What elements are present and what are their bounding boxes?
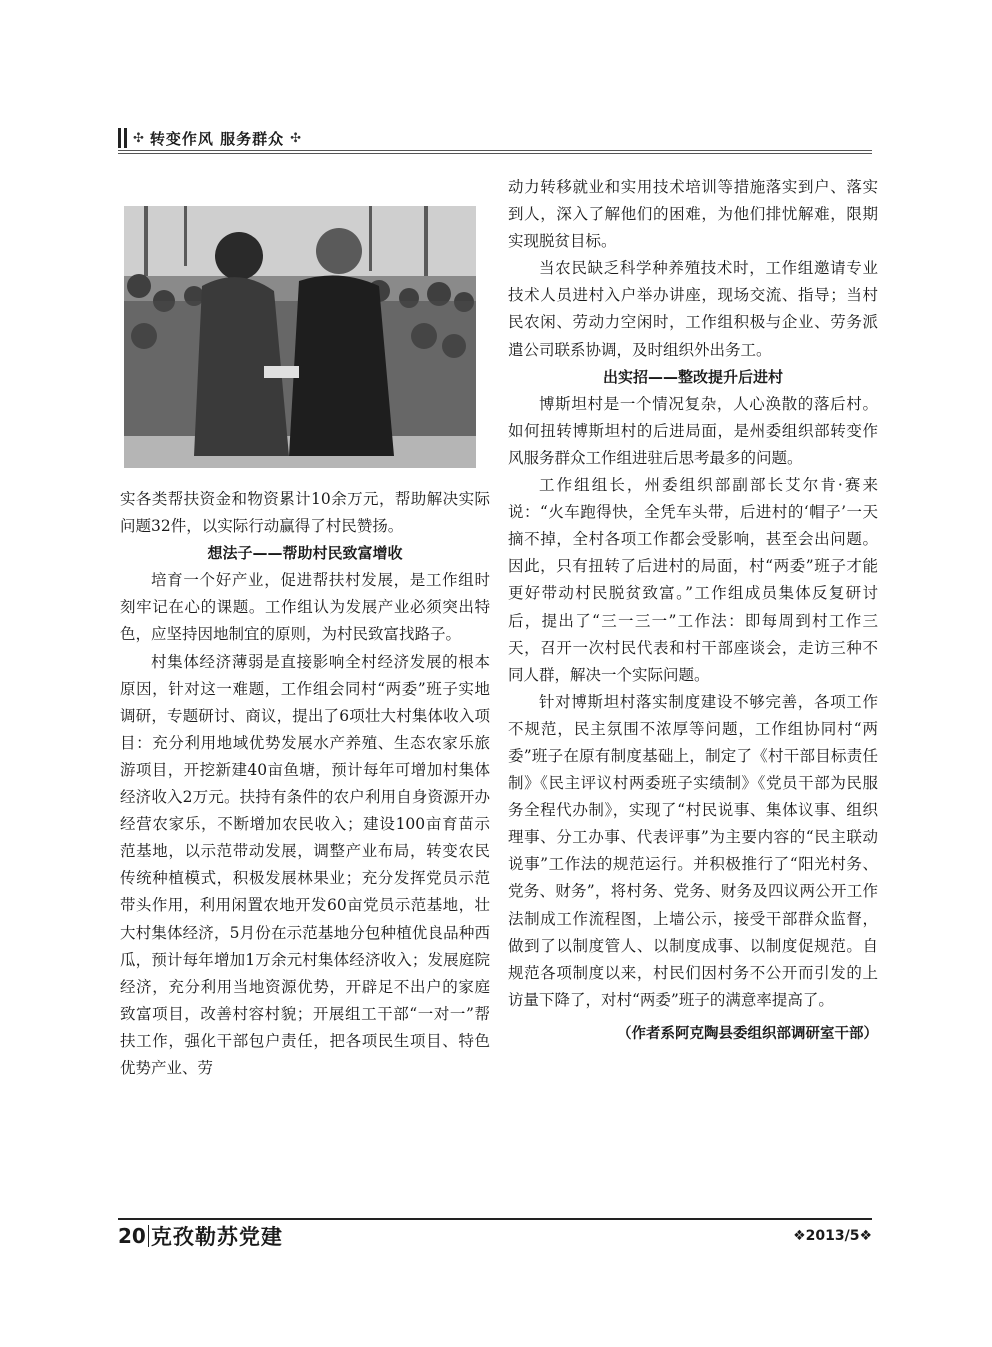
right-column (508, 174, 878, 1047)
left-subheading: 想法子——帮助村民致富增收 (207, 544, 403, 563)
right-paragraph-3: 博斯坦村是一个情况复杂，人心涣散的落后村。如何扭转博斯坦村的后进局面，是州委组织部转变作风服务群众工作组进驻后思考最多的问题。 (508, 394, 878, 467)
right-paragraph-5: 针对博斯坦村落实制度建设不够完善，各项工作不规范，民主氛围不浓厚等问题，工作组协同村“两委”班子在原有制度基础上，制定了《村干部目标责任制》《民主评议村两委班子实绩制》《党员干部为民服务全程代办制》，实现了“村民说事、集体议事、组织理事、分工办事、代表评事”为主要内容的“民主联动说事”工作法的规范运行。并积极推行了“阳光村务、党务、财务”，将村务、党务、财务及四议两公开工作法制成工作流程图，上墙公示，接受干部群众监督，做到了以制度管人、以制度成事、以制度促规范。自规范各项制度以来，村民们因村务不公开而引发的上访量下降了，对村“两委”班子的满意率提高了。 (508, 692, 878, 1009)
left-column (120, 486, 490, 1082)
page-number: 20 (118, 1225, 149, 1247)
right-paragraph-4: 工作组组长，州委组织部副部长艾尔肯·赛来说：“火车跑得快，全凭车头带，后进村的‘帽子’一天摘不掉，全村各项工作都会受影响，甚至会出问题。因此，只有扭转了后进村的局面，村“两委”班子才能更好带动村民脱贫致富。”工作组成员集体反复研讨后，提出了“三一三一”工作法：即每周到村工作三天，召开一次村民代表和村干部座谈会，走访三种不同人群，解决一个实际问题。 (508, 476, 878, 684)
section-header (118, 126, 870, 150)
issue-label: ❖2013/5❖ (793, 1228, 872, 1244)
section-title: 转变作风 服务群众 (149, 129, 285, 148)
photo-illustration (124, 206, 476, 468)
page-footer (118, 1221, 872, 1251)
right-paragraph-1: 动力转移就业和实用技术培训等措施落实到户、落实到人，深入了解他们的困难，为他们排忧解难，限期实现脱贫目标。 (508, 178, 878, 251)
header-bars-icon (118, 128, 127, 148)
article-photo (124, 206, 476, 468)
ornament-right-icon: ✣ (290, 130, 302, 146)
footer-rule (118, 1218, 872, 1220)
right-paragraph-2: 当农民缺乏科学种养殖技术时，工作组邀请专业技术人员进村入户举办讲座，现场交流、指导；当村民农闲、劳动力空闲时，工作组积极与企业、劳务派遣公司联系协调，及时组织外出务工。 (508, 259, 878, 359)
header-rule (118, 150, 872, 154)
left-paragraph-1: 实各类帮扶资金和物资累计10余万元，帮助解决实际问题32件，以实际行动赢得了村民赞扬。 (120, 490, 490, 536)
author-signature: （作者系阿克陶县委组织部调研室干部） (617, 1024, 878, 1042)
right-subheading: 出实招——整改提升后进村 (602, 367, 783, 386)
ornament-left-icon: ✣ (133, 130, 144, 146)
magazine-title: 克孜勒苏党建 (150, 1224, 283, 1249)
left-paragraph-3: 村集体经济薄弱是直接影响全村经济发展的根本原因，针对这一难题，工作组会同村“两委”班子实地调研，专题研讨、商议，提出了6项壮大村集体收入项目：充分利用地域优势发展水产养殖、生态农家乐旅游项目，开挖新建40亩鱼塘，预计每年可增加村集体经济收入2万元。扶持有条件的农户利用自身资源开办经营农家乐，不断增加农民收入；建设100亩育苗示范基地，以示范带动发展，调整产业布局，转变农民传统种植模式，积极发展林果业；充分发挥党员示范带头作用，利用闲置农地开发60亩党员示范基地，壮大村集体经济，5月份在示范基地分包种植优良品种西瓜，预计每年增加1万余元村集体经济收入；发展庭院经济，充分利用当地资源优势，开辟足不出户的家庭致富项目，改善村容村貌；开展组工干部“一对一”帮扶工作，强化干部包户责任，把各项民生项目、特色优势产业、劳 (120, 652, 490, 1077)
left-paragraph-2: 培育一个好产业，促进帮扶村发展，是工作组时刻牢记在心的课题。工作组认为发展产业必须突出特色，应坚持因地制宜的原则，为村民致富找路子。 (120, 571, 490, 644)
